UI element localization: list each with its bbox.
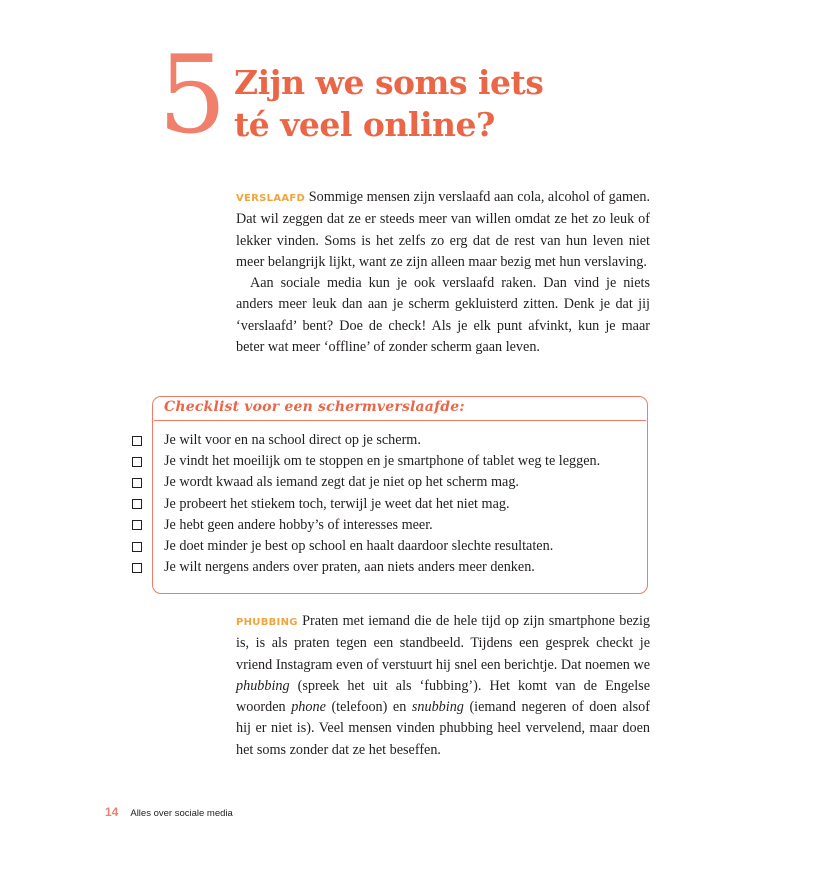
keyword-phubbing: PHUBBING [236,617,298,628]
keyword-verslaafd: VERSLAAFD [236,193,306,204]
page-footer [105,805,233,819]
phubbing-text-1: Praten met iemand die de hele tijd op zijn smartphone bezig is, is als praten tegen een standbeeld. Tijdens een gesprek checkt je vriend Instagram even of verstuurt hij snel een berichtje. Dat noemen we [236,613,651,673]
checklist-item-text: Je wilt voor en na school direct op je scherm. [164,432,421,449]
intro-paragraph-1 [236,187,650,273]
checklist-item[interactable] [132,515,600,536]
intro-paragraph-1-text: Sommige mensen zijn verslaafd aan cola, alcohol of gamen. Dat wil zeggen dat ze er steeds meer van willen omdat ze het zo leuk of lekker vinden. Soms is het zelfs zo erg dat de rest van hun leven niet meer belangrijk lijkt, want ze zijn alleen maar bezig met hun verslaving. [236,189,650,270]
phubbing-paragraph [236,611,650,761]
checklist-item-text: Je doet minder je best op school en haalt daardoor slechte resultaten. [164,538,554,555]
chapter-title-line-1: Zijn we soms iets [234,63,544,102]
checklist-item[interactable] [132,451,600,472]
phubbing-text-2: (spreek het uit als ‘fubbing’). Het komt van de Engelse woorden [236,677,650,716]
checkbox-icon[interactable] [132,499,142,509]
page-number: 14 [105,805,119,819]
checkbox-icon[interactable] [132,478,142,488]
checkbox-icon[interactable] [132,520,142,530]
checklist-item-text: Je wordt kwaad als iemand zegt dat je niet op het scherm mag. [164,474,519,491]
checklist-divider [154,420,646,421]
checklist-item-text: Je vindt het moeilijk om te stoppen en je smartphone of tablet weg te leggen. [164,453,601,470]
checklist-item-text: Je probeert het stiekem toch, terwijl je weet dat het niet mag. [164,495,510,512]
checklist-item[interactable] [132,430,600,451]
term-phone: phone [291,699,326,716]
chapter-number: 5 [158,33,227,158]
term-phubbing: phubbing [236,677,290,694]
phubbing-section [236,611,650,761]
checklist-item[interactable] [132,536,600,557]
phubbing-text-3: (telefoon) en [325,699,412,716]
book-title: Alles over sociale media [130,808,233,819]
intro-section [236,187,650,358]
term-snubbing: snubbing [411,699,464,716]
checkbox-icon[interactable] [132,457,142,467]
checkbox-icon[interactable] [132,436,142,446]
checklist-header [154,397,646,421]
checklist-item-text: Je hebt geen andere hobby’s of interesses meer. [164,516,433,533]
chapter-title [234,62,543,146]
checklist-item[interactable] [132,494,600,515]
checklist-items [132,430,600,578]
chapter-title-line-2: té veel online? [234,105,495,144]
checklist-title: Checklist voor een schermverslaafde: [164,399,465,415]
checkbox-icon[interactable] [132,542,142,552]
checklist-item[interactable] [132,472,600,493]
checklist-item-text: Je wilt nergens anders over praten, aan niets anders meer denken. [164,559,535,576]
intro-paragraph-2: Aan sociale media kun je ook verslaafd raken. Dan vind je niets anders meer leuk dan aan je scherm gekluisterd zitten. Denk je dat jij ‘verslaafd’ bent? Doe de check! Als je elk punt afvinkt, kun je maar beter wat meer ‘offline’ of zonder scherm gaan leven. [236,275,650,356]
phubbing-text-4: (iemand negeren of doen alsof hij er niet is). Veel mensen vinden phubbing heel vervelend, maar doen het soms zonder dat ze het beseffen. [236,699,651,758]
checkbox-icon[interactable] [132,563,142,573]
checklist-item[interactable] [132,557,600,578]
